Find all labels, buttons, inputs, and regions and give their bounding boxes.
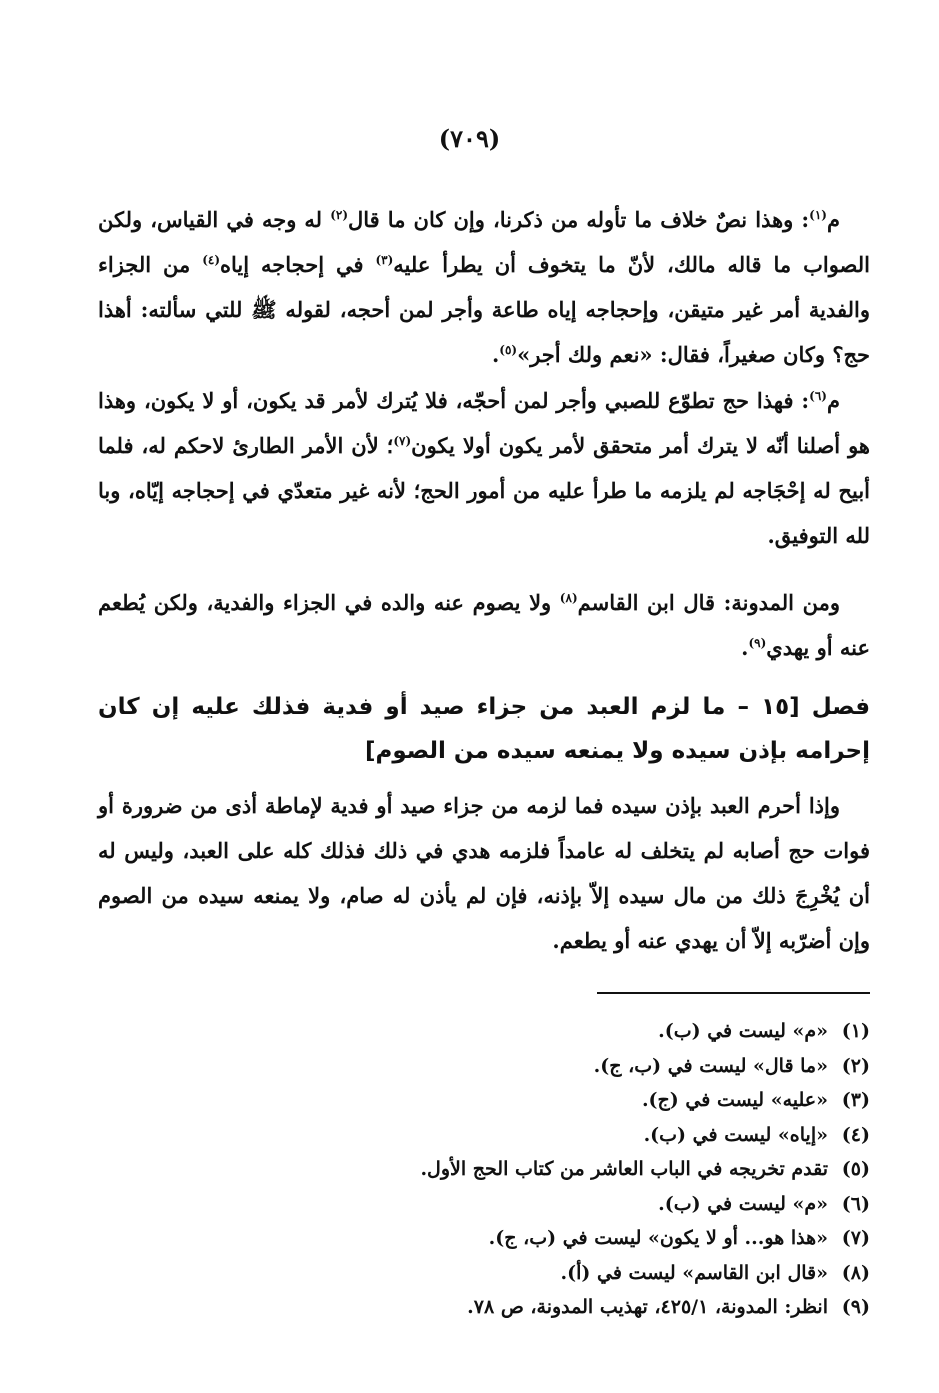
- footnote-number: (٤): [841, 1123, 870, 1146]
- section-heading: فصل [١٥ – ما لزم العبد من جزاء صيد أو فدية فذلك عليه إن كان إحرامه بإذن سيده ولا يمنعه سيده من الصوم]: [98, 694, 870, 764]
- footnote-number: (٧): [841, 1227, 870, 1249]
- footnote-marker: (٧): [393, 434, 412, 448]
- footnote-number: (٣): [841, 1089, 870, 1111]
- paragraph-run: من الجزاء والفدية أمر غير متيقن، وإحجاجه إياه طاعة وأجر لمن أحجه، لقوله ﷺ للتي سألته: أهذا حج؟ وكان صغيراً، فقال: «نعم ولك أجر»: [98, 252, 870, 367]
- footnote-item: [98, 1014, 870, 1049]
- footnote-number: (٥): [841, 1158, 870, 1180]
- paragraph-text: وإذا أحرم العبد بإذن سيده فما لزمه من جزاء صيد أو فدية لإماطة أذى من ضرورة أو فوات حج أصابه لم يتخلف له عامداً فلزمه هدي في ذلك فذلك كله على العبد، وليس له أن يُخْرِجَ ذلك من مال سيده إلاّ بإذنه، فإن لم يأذن له صام، ولا يمنعه سيده من الصوم وإن أضرّبه إلاّ أن يهدي عنه أو يطعم.: [98, 793, 870, 953]
- paragraph-run: م: [826, 388, 840, 413]
- paragraph-run: : فهذا حج تطوّع للصبي وأجر لمن أحجّه، فلا يُترك لأمر قد يكون، أو لا يكون، وهذا هو أصلنا أنّه لا يترك أمر متحقق لأمر يكون أولا يكون: [98, 388, 870, 458]
- paragraph-run: له وجه في القياس، ولكن الصواب ما قاله مالك، لأنّ ما يتخوف أن يطرأ عليه: [98, 207, 870, 277]
- footnote-item: [98, 1049, 870, 1084]
- footnote-number: (٢): [841, 1054, 870, 1077]
- paragraph-text: [98, 378, 870, 558]
- paragraph-run: في إحجاجه إياه: [220, 252, 376, 277]
- paragraph-run: م: [826, 207, 840, 232]
- paragraph-1: [98, 197, 870, 377]
- footnote-item: [98, 1256, 870, 1291]
- footnote-marker: (٨): [559, 591, 578, 605]
- paragraph-run: ولا يصوم عنه والده في الجزاء والفدية، ولكن يُطعم عنه أو يهدي: [98, 590, 870, 660]
- footnote-item: [98, 1118, 870, 1153]
- paragraph-2: [98, 378, 870, 558]
- footnote-item: [98, 1187, 870, 1222]
- footnote-item: [98, 1152, 870, 1187]
- footnote-text: تقدم تخريجه في الباب العاشر من كتاب الحج الأول.: [420, 1158, 828, 1180]
- footnote-number: (١): [841, 1020, 870, 1042]
- footnote-number: (٨): [841, 1261, 870, 1284]
- paragraph-text: [98, 197, 870, 377]
- footnote-text: «عليه» ليست في (ج).: [641, 1089, 828, 1111]
- footnote-item: [98, 1221, 870, 1256]
- paragraph-3: [98, 580, 870, 670]
- paragraph-run: ومن المدونة: قال ابن القاسم: [577, 590, 840, 615]
- footnote-text: انظر: المدونة، ٤٢٥/١، تهذيب المدونة، ص ٧٨.: [467, 1296, 828, 1318]
- footnote-text: «إياه» ليست في (ب).: [643, 1123, 828, 1146]
- footnote-marker: (٩): [748, 636, 767, 650]
- paragraph-run: .: [741, 635, 749, 660]
- footnote-number: (٦): [841, 1192, 870, 1215]
- footnote-text: «ما قال» ليست في (ب، ج).: [593, 1054, 828, 1077]
- footnote-marker: (٣): [375, 253, 394, 267]
- paragraph-4: [98, 783, 870, 963]
- footnote-text: «قال ابن القاسم» ليست في (أ).: [560, 1261, 828, 1284]
- footnote-marker: (٥): [499, 343, 518, 357]
- footnote-text: «م» ليست في (ب).: [658, 1192, 828, 1215]
- footnotes-list: [98, 1014, 870, 1325]
- footnote-marker: (١): [809, 208, 827, 222]
- paragraph-run: : وهذا نصٌ خلاف ما تأوله من ذكرنا، وإن كان ما قال: [348, 207, 810, 232]
- footnote-marker: (٤): [202, 253, 221, 267]
- footnote-text: «هذا هو... أو لا يكون» ليست في (ب، ج).: [488, 1227, 828, 1249]
- footnote-number: (٩): [841, 1296, 870, 1318]
- paragraph-text: [98, 580, 870, 670]
- paragraph-run: ؛ لأن الأمر الطارئ لاحكم له، فلما أبيح له إحْجَاجه لم يلزمه ما طرأ عليه من أمور الحج؛ لأنه غير متعدّي في إحجاجه إيّاه، وبا لله التوفيق.: [98, 433, 870, 548]
- footnote-item: [98, 1083, 870, 1118]
- page-number: (٧٠٩): [438, 124, 501, 153]
- footnote-marker: (٢): [330, 208, 349, 222]
- footnote-text: «م» ليست في (ب).: [658, 1020, 828, 1042]
- footnote-marker: (٦): [809, 389, 827, 403]
- paragraph-run: .: [491, 342, 500, 367]
- footnote-item: [98, 1290, 870, 1325]
- footnote-divider: [597, 992, 870, 994]
- section-heading-block: [98, 685, 870, 773]
